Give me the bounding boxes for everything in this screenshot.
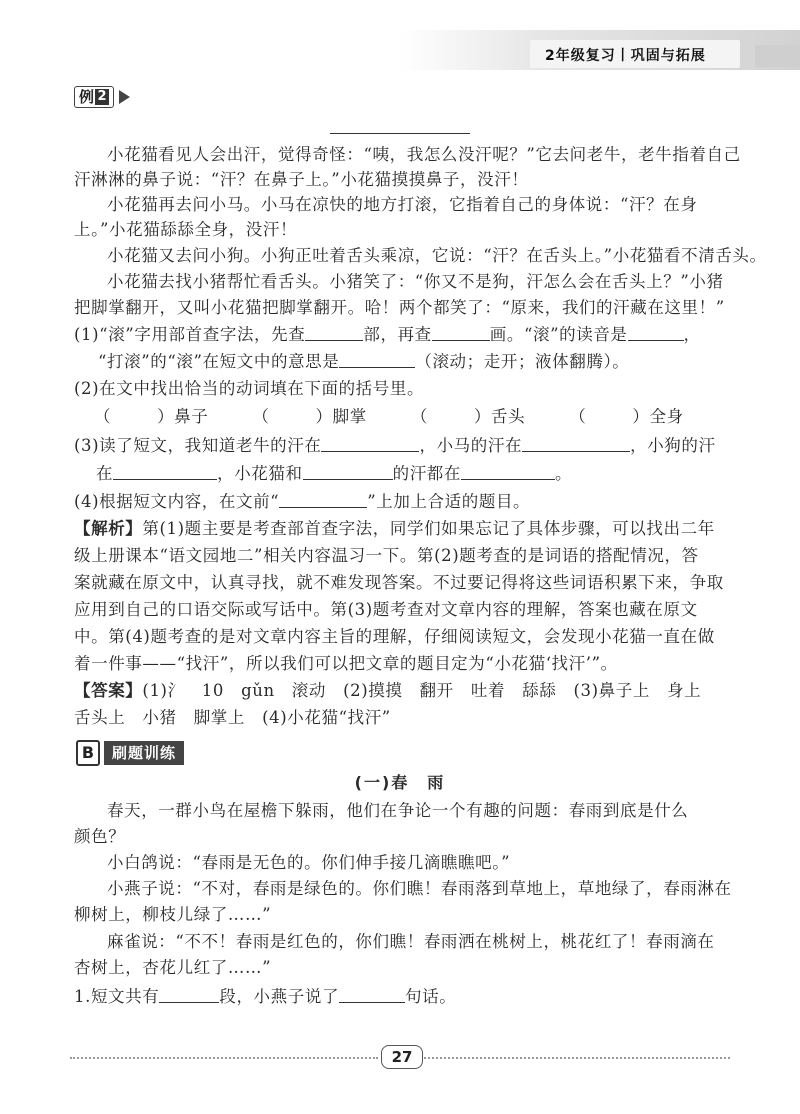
passage1-line: 上。”小花猫舔舔全身，没汗！ [74,220,298,239]
answer-text: (1)氵 10 gǔn 滚动 (2)摸摸 翻开 吐着 舔舔 (3)鼻子上 身上 [142,681,702,700]
analysis-line: 应用到自己的口语交际或写话中。第(3)题考查对文章内容的理解，答案也藏在原文 [74,600,698,619]
bq1-text-a: 1.短文共有 [74,987,160,1006]
q1-text-b: 部，再查 [363,325,432,344]
example-number: 2 [95,89,109,105]
section-b-letter: B [76,740,100,766]
question-4 [74,490,734,514]
example-label-text: 例 [79,88,95,106]
paren-item: ）舌头 [473,407,526,426]
blank-pinyin[interactable] [628,324,684,341]
q1-text-e: “打滚”的“滚”在短文中的意思是 [98,352,340,371]
answer-label: 【答案】 [74,681,143,700]
q3-text-d: 在 [96,464,114,483]
passage2-line: 小燕子说：“不对，春雨是绿色的。你们瞧！春雨落到草地上，草地绿了，春雨淋在 [107,879,732,898]
answer-line: 舌头上 小猪 脚掌上 (4)小花猫“找汗” [74,708,391,727]
blank-ox-sweat[interactable] [321,435,419,452]
paren-open: （ [569,407,587,426]
passage2-line: 柳树上，柳枝儿绿了……” [74,905,272,924]
analysis-line [74,517,734,541]
passage1-line: 小花猫再去问小马。小马在凉快的地方打滚，它指着自己的身体说：“汗？在身 [107,195,698,214]
q4-text-a: (4)根据短文内容，在文前“ [74,492,280,511]
passage2-line: 春天，一群小鸟在屋檐下躲雨，他们在争论一个有趣的问题：春雨到底是什么 [107,801,689,820]
q3-text-a: (3)读了短文，我知道老牛的汗在 [74,436,322,455]
passage2-line: 颜色？ [74,827,126,846]
header-title: 2年级复习丨巩固与拓展 [545,48,706,64]
paren-open: （ [252,407,270,426]
passage2-line: 小白鸽说：“春雨是无色的。你们伸手接几滴瞧瞧吧。” [107,853,511,872]
passage1-line: 小花猫看见人会出汗，觉得奇怪：“咦，我怎么没汗呢？”它去问老牛，老牛指着自己 [107,145,741,164]
footer-dotted-line-left [70,1057,378,1059]
blank-meaning[interactable] [339,351,415,368]
example-box [74,86,114,108]
blank-title[interactable] [279,491,367,508]
paren-item: ）鼻子 [157,407,209,426]
blank-radical[interactable] [305,324,363,341]
footer-dotted-line-right [424,1057,730,1059]
passage1-line: 小花猫去找小猪帮忙看舌头。小猪笑了：“你又不是狗，汗怎么会在舌头上？”小猪 [107,272,724,291]
paren-open: （ [410,407,428,426]
question-3-line2 [96,462,756,486]
question-2-items [94,405,754,429]
question-3-line1 [74,434,734,458]
blank-dog-sweat[interactable] [113,463,217,480]
bq1-text-c: 句话。 [405,987,457,1006]
triangle-arrow-icon [119,90,130,104]
q1-text-a: (1)“滚”字用部首查字法，先查 [74,325,306,344]
analysis-label: 【解析】 [74,519,143,538]
bq1-text-b: 段，小燕子说了 [219,987,340,1006]
section-b-header [76,740,184,766]
blank-strokes[interactable] [432,324,490,341]
passage2-title: (一)春 雨 [354,773,446,792]
title-blank-line[interactable] [330,133,470,134]
passage1-line: 把脚掌翻开，又叫小花猫把脚掌翻开。哈！两个都笑了：“原来，我们的汗藏在这里！” [74,298,725,317]
section-b-title: 刷题训练 [104,741,184,765]
passage2-line: 杏树上，杏花儿红了……” [74,958,272,977]
q3-text-e: ，小花猫和 [217,464,303,483]
q1-text-f: （滚动；走开；液体翻腾）。 [415,352,630,371]
q3-text-b: ，小马的汗在 [419,436,523,455]
example-label [74,86,130,108]
analysis-line: 中。第(4)题考查的是对文章内容主旨的理解，仔细阅读短文，会发现小花猫一直在做 [74,627,715,646]
q3-text-c: ，小狗的汗 [630,436,716,455]
q3-text-f: 的汗都在 [392,464,462,483]
q1-text-c: 画。“滚”的读音是 [489,325,628,344]
analysis-line: 着一件事——“找汗”，所以我们可以把文章的题目定为“小花猫‘找汗’”。 [74,654,618,673]
blank-horse-sweat[interactable] [522,435,630,452]
question-1-line2 [98,350,758,374]
passage1-line: 小花猫又去问小狗。小狗正吐着舌头乘凉，它说：“汗？在舌头上。”小花猫看不清舌头。 [107,246,767,265]
blank-where[interactable] [461,463,555,480]
question-1-line1 [74,323,734,347]
paren-item: ）脚掌 [315,407,367,426]
q4-text-b: ”上加上合适的题目。 [367,492,531,511]
blank-sentence-count[interactable] [339,986,405,1003]
paren-item: ）全身 [632,407,684,426]
q1-text-d: ， [683,325,701,344]
b-question-1 [74,985,734,1009]
page-number: 27 [381,1045,423,1069]
analysis-line: 级上册课本“语文园地二”相关内容温习一下。第(2)题考查的是词语的搭配情况，答 [74,546,699,565]
answer-line [74,679,734,703]
paren-open: （ [94,407,112,426]
analysis-text: 第(1)题主要是考查部首查字法，同学们如果忘记了具体步骤，可以找出二年 [142,519,715,538]
blank-who[interactable] [303,463,393,480]
passage1-line: 汗淋淋的鼻子说：“汗？在鼻子上。”小花猫摸摸鼻子，没汗！ [74,170,529,189]
passage2-line: 麻雀说：“不不！春雨是红色的，你们瞧！春雨洒在桃树上，桃花红了！春雨滴在 [107,932,715,951]
q3-text-g: 。 [555,464,573,483]
header-tail [755,45,800,67]
analysis-line: 案就藏在原文中，认真寻找，就不难发现答案。不过要记得将这些词语积累下来，争取 [74,573,724,592]
question-2: (2)在文中找出恰当的动词填在下面的括号里。 [74,379,425,398]
blank-paragraph-count[interactable] [159,986,219,1003]
